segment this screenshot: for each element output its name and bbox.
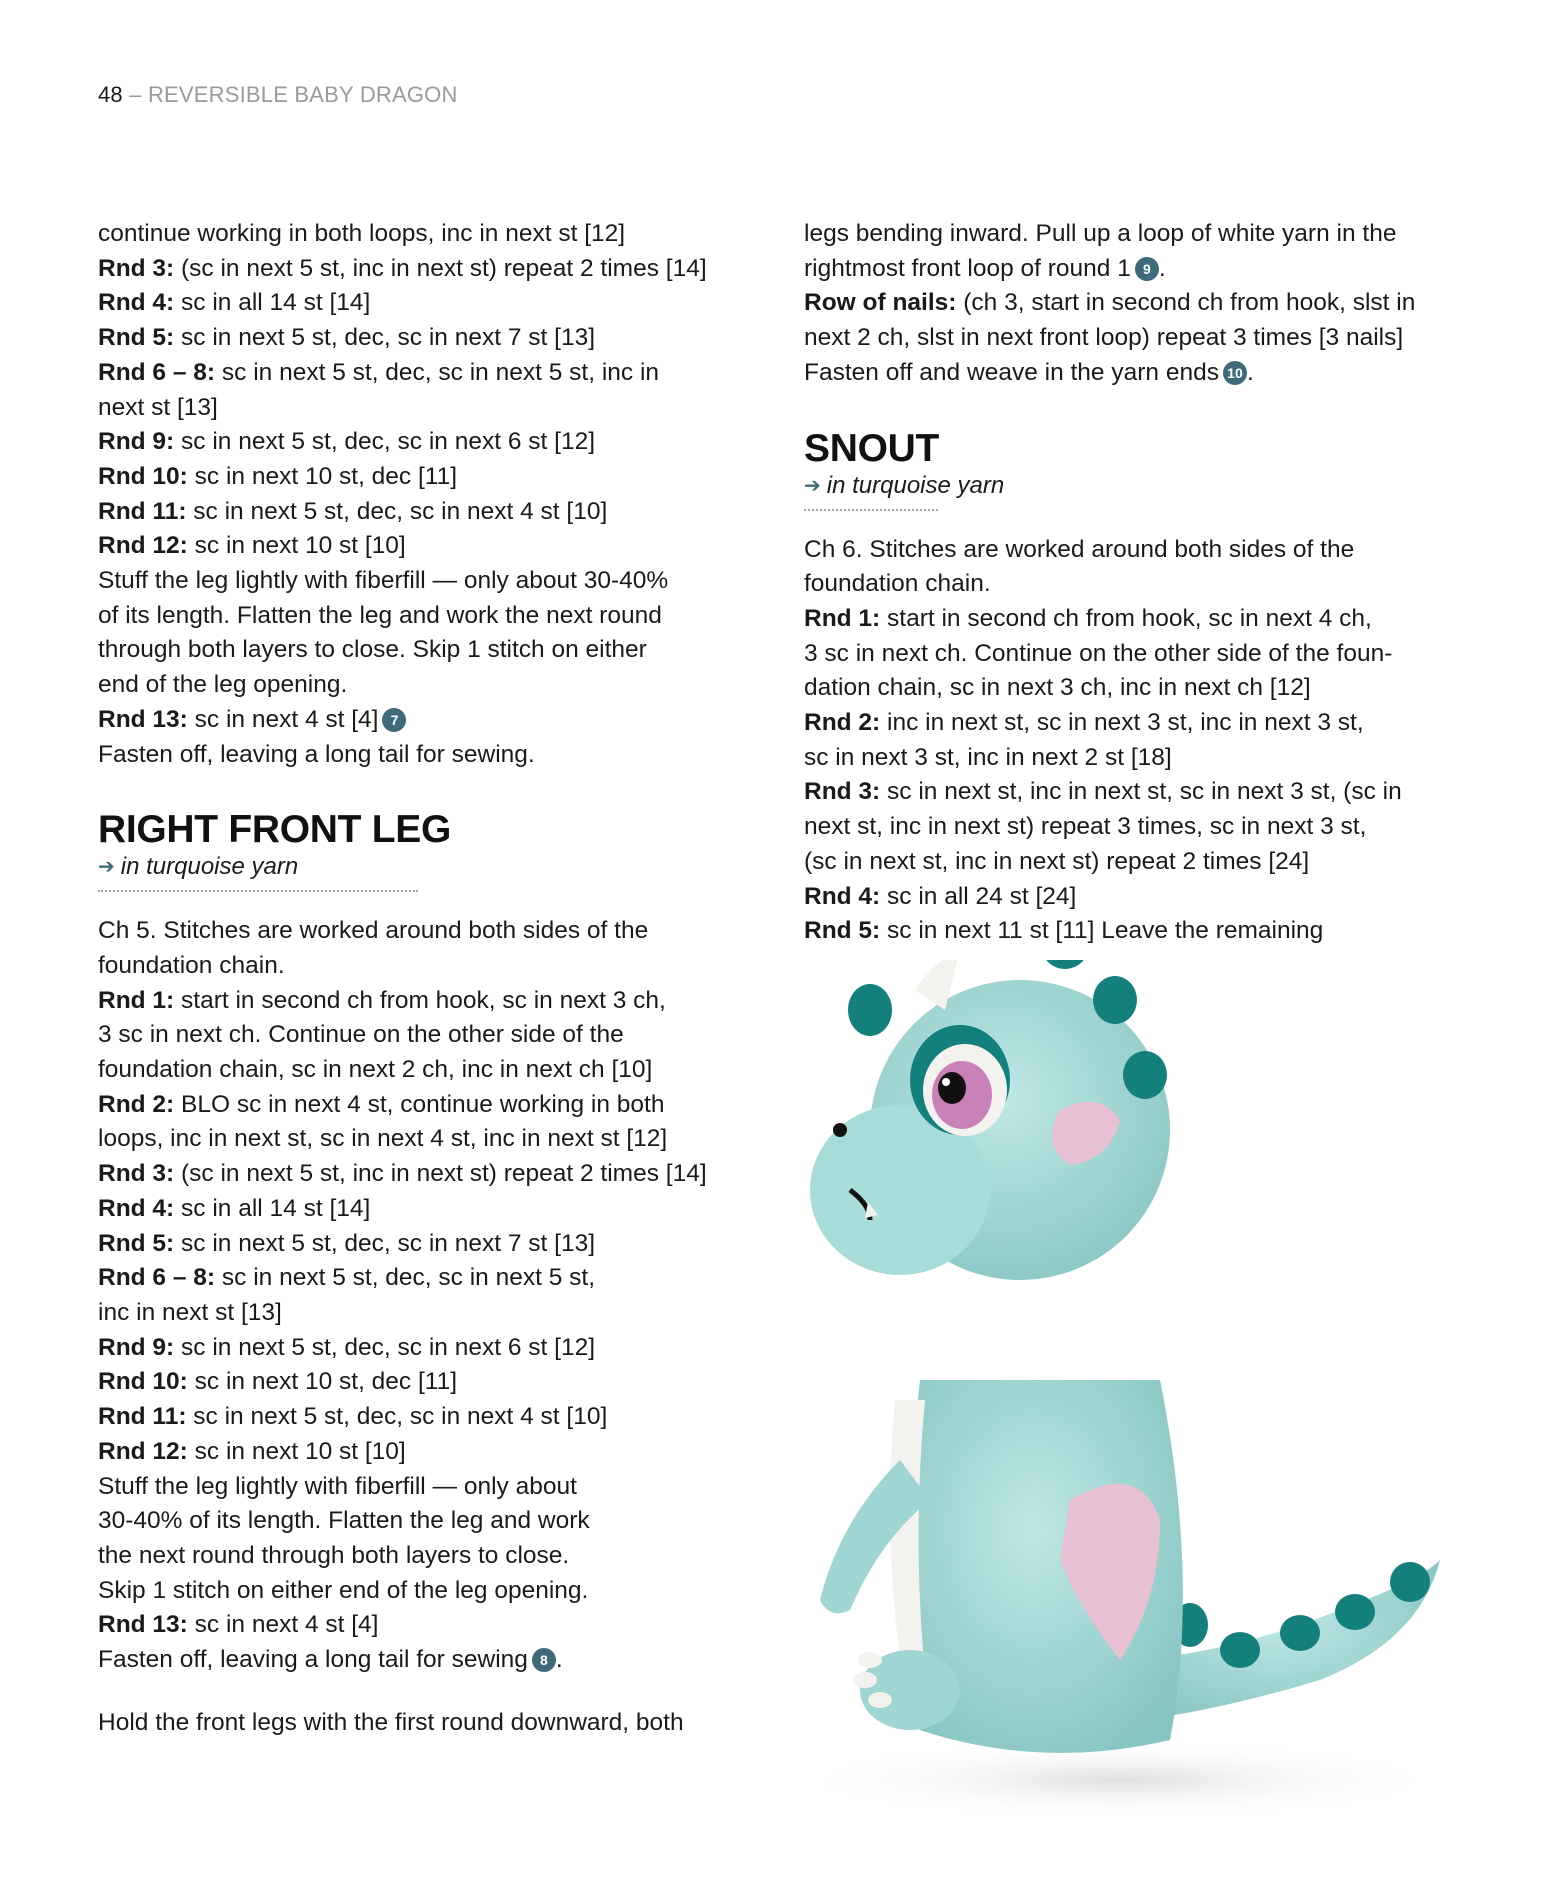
instruction-line [98, 321, 738, 356]
instruction-line [804, 252, 1464, 287]
round-label: Rnd 11: [98, 497, 187, 525]
section-subtitle [804, 471, 1464, 501]
round-label: Rnd 13: [98, 1611, 188, 1639]
instruction-text: rightmost front loop of round 1 [804, 254, 1131, 282]
instruction-line [98, 949, 738, 984]
instruction-line [804, 567, 1464, 602]
dotted-divider [98, 882, 418, 892]
instruction-text: sc in next 5 st, dec, sc in next 6 st [12] [174, 1333, 596, 1361]
instruction-line [804, 602, 1464, 637]
round-label: Rnd 6 – 8: [98, 1264, 216, 1292]
instruction-line [98, 252, 738, 287]
instruction-text: 3 sc in next ch. Continue on the other side of the foun- [804, 639, 1393, 667]
round-label: Rnd 2: [98, 1090, 175, 1118]
instruction-line [98, 529, 738, 564]
trailing-punctuation: . [1158, 254, 1166, 282]
instruction-line [804, 321, 1464, 356]
instruction-text: next 2 ch, slst in next front loop) repeat 3 times [3 nails] [804, 324, 1404, 352]
instruction-line [98, 1435, 738, 1470]
instruction-line [98, 1504, 738, 1539]
step-badge: 10 [1223, 361, 1247, 385]
instruction-text: Fasten off and weave in the yarn ends [804, 358, 1219, 386]
header-separator: – [122, 82, 148, 107]
instruction-text: start in second ch from hook, sc in next 4 ch, [880, 604, 1372, 632]
arrow-icon: ➔ [804, 474, 821, 497]
instruction-text: Stuff the leg lightly with fiberfill — only about 30-40% [98, 567, 669, 595]
round-label: Rnd 5: [98, 324, 175, 352]
round-label: Rnd 13: [98, 705, 188, 733]
instruction-text: sc in next 10 st, dec [11] [187, 1368, 458, 1396]
floor-shadow [790, 1740, 1450, 1820]
snout-section [804, 427, 1464, 949]
instruction-text: Skip 1 stitch on either end of the leg opening. [98, 1576, 589, 1604]
round-label: Rnd 2: [804, 709, 881, 737]
instruction-line [804, 671, 1464, 706]
instruction-line [98, 217, 738, 252]
instruction-line [98, 1227, 738, 1262]
instruction-text: sc in next 5 st, dec, sc in next 4 st [10] [186, 497, 608, 525]
instruction-line [98, 633, 738, 668]
instruction-text: sc in next 5 st, dec, sc in next 7 st [13] [174, 324, 596, 352]
step-badge: 8 [532, 1648, 556, 1672]
instruction-line [98, 1053, 738, 1088]
instruction-line [804, 810, 1464, 845]
section-title-right-front-leg: RIGHT FRONT LEG [98, 808, 451, 852]
dotted-divider [804, 501, 938, 511]
instruction-line [98, 1192, 738, 1227]
instruction-text: BLO sc in next 4 st, continue working in both [174, 1090, 665, 1118]
instruction-line [98, 668, 738, 703]
instruction-text: the next round through both layers to close. [98, 1541, 570, 1569]
round-label: Rnd 12: [98, 532, 188, 560]
instruction-text: Fasten off, leaving a long tail for sewing [98, 1646, 528, 1674]
instruction-line [98, 599, 738, 634]
instruction-line [98, 1608, 738, 1643]
snout-instructions [804, 533, 1464, 949]
instruction-text: dation chain, sc in next 3 ch, inc in next ch [12] [804, 674, 1311, 702]
dragon-photo [720, 960, 1520, 1840]
instruction-line [804, 706, 1464, 741]
round-label: Rnd 12: [98, 1437, 188, 1465]
closing-line: Hold the front legs with the first round downward, both [98, 1708, 684, 1736]
instruction-text: Ch 5. Stitches are worked around both sides of the [98, 917, 649, 945]
instruction-text: (sc in next 5 st, inc in next st) repeat 2 times [14] [174, 1160, 707, 1188]
instruction-text: sc in next 10 st, dec [11] [187, 462, 458, 490]
instruction-line [98, 495, 738, 530]
instruction-text: end of the leg opening. [98, 671, 348, 699]
instruction-line [98, 914, 738, 949]
instruction-text: sc in next st, inc in next st, sc in next 3 st, (sc in [880, 778, 1402, 806]
instruction-text: legs bending inward. Pull up a loop of white yarn in the [804, 220, 1397, 247]
right-top-lines [804, 217, 1464, 391]
instruction-line [98, 1088, 738, 1123]
round-label: Rnd 1: [804, 604, 881, 632]
instruction-line [804, 845, 1464, 880]
instruction-text: start in second ch from hook, sc in next 3 ch, [174, 986, 666, 1014]
round-label: Rnd 3: [98, 1160, 175, 1188]
instruction-text: Fasten off, leaving a long tail for sewing. [98, 740, 535, 768]
arrow-icon: ➔ [98, 856, 115, 879]
trailing-punctuation: . [1246, 358, 1254, 386]
instruction-line [98, 738, 738, 773]
instruction-text: (sc in next st, inc in next st) repeat 2 times [24] [804, 847, 1310, 875]
round-label: Rnd 4: [98, 289, 175, 317]
instruction-line [98, 391, 738, 426]
instruction-line [98, 564, 738, 599]
round-label: Rnd 11: [98, 1403, 187, 1431]
instruction-line [804, 637, 1464, 672]
round-label: Rnd 5: [804, 917, 881, 945]
instruction-line [98, 1365, 738, 1400]
instruction-line [98, 1400, 738, 1435]
running-title: REVERSIBLE BABY DRAGON [147, 82, 458, 107]
instruction-text: sc in next 10 st [10] [187, 532, 406, 560]
instruction-text: sc in next 5 st, dec, sc in next 5 st, [215, 1264, 596, 1292]
instruction-line [98, 1331, 738, 1366]
instruction-text: sc in next 10 st [10] [187, 1437, 406, 1465]
instruction-line [98, 1643, 738, 1678]
round-label: Rnd 5: [98, 1229, 175, 1257]
instruction-text: sc in next 4 st [4] [187, 1611, 379, 1639]
instruction-text: sc in all 14 st [14] [174, 289, 371, 317]
instruction-line [804, 533, 1464, 568]
page-header [98, 82, 458, 108]
instruction-text: sc in next 5 st, dec, sc in next 6 st [12] [174, 428, 596, 456]
round-label: Row of nails: [804, 289, 957, 317]
instruction-line [98, 1296, 738, 1331]
instruction-text: inc in next st, sc in next 3 st, inc in next 3 st, [880, 709, 1364, 737]
instruction-line [98, 1122, 738, 1157]
instruction-text: sc in next 5 st, dec, sc in next 5 st, inc in [215, 358, 660, 386]
step-badge: 7 [382, 708, 406, 732]
instruction-text: foundation chain. [98, 951, 285, 979]
right-column [804, 217, 1464, 949]
instruction-line [98, 286, 738, 321]
instruction-text: (sc in next 5 st, inc in next st) repeat 2 times [14] [174, 254, 707, 282]
instruction-line [804, 775, 1464, 810]
instruction-text: Ch 6. Stitches are worked around both sides of the [804, 535, 1355, 563]
instruction-line [98, 356, 738, 391]
page-number: 48 [98, 82, 123, 107]
left-column [98, 217, 738, 1740]
instruction-line [98, 703, 738, 738]
round-label: Rnd 10: [98, 462, 188, 490]
instruction-text: sc in next 5 st, dec, sc in next 7 st [13] [174, 1229, 596, 1257]
instruction-text: foundation chain, sc in next 2 ch, inc in next ch [10] [98, 1056, 653, 1084]
instruction-text: next st [13] [98, 393, 218, 421]
instruction-line [98, 1539, 738, 1574]
instruction-text: continue working in both loops, inc in next st [12] [98, 220, 626, 247]
instruction-text: inc in next st [13] [98, 1298, 282, 1326]
instruction-text: 3 sc in next ch. Continue on the other side of the [98, 1021, 624, 1049]
round-label: Rnd 9: [98, 1333, 175, 1361]
instruction-line [98, 460, 738, 495]
instruction-line [98, 984, 738, 1019]
round-label: Rnd 9: [98, 428, 175, 456]
instruction-text: sc in all 14 st [14] [174, 1194, 371, 1222]
instruction-text: sc in next 3 st, inc in next 2 st [18] [804, 743, 1172, 771]
trailing-punctuation: . [555, 1646, 563, 1674]
instruction-line [98, 1018, 738, 1053]
instruction-text: (ch 3, start in second ch from hook, slst in [956, 289, 1416, 317]
instruction-text: sc in next 4 st [4] [187, 705, 379, 733]
instruction-text: loops, inc in next st, sc in next 4 st, inc in next st [12] [98, 1125, 668, 1153]
instruction-text: sc in next 5 st, dec, sc in next 4 st [10] [186, 1403, 608, 1431]
right-front-leg-section [98, 808, 738, 1740]
instruction-line [804, 286, 1464, 321]
dragon-nostril [833, 1123, 847, 1137]
instruction-text: through both layers to close. Skip 1 stitch on either [98, 636, 647, 664]
instruction-text: sc in next 11 st [11] Leave the remaining [880, 917, 1324, 945]
instruction-text: of its length. Flatten the leg and work the next round [98, 601, 662, 629]
section-subtitle [98, 852, 738, 882]
instruction-text: 30-40% of its length. Flatten the leg and work [98, 1507, 590, 1535]
instruction-line [804, 914, 1464, 949]
instruction-text: Stuff the leg lightly with fiberfill — only about [98, 1472, 577, 1500]
round-label: Rnd 6 – 8: [98, 358, 216, 386]
round-label: Rnd 3: [98, 254, 175, 282]
instruction-line [98, 1157, 738, 1192]
instruction-text: sc in all 24 st [24] [880, 882, 1077, 910]
instruction-line [804, 356, 1464, 391]
instruction-line [804, 741, 1464, 776]
instruction-line [98, 1574, 738, 1609]
step-badge: 9 [1135, 257, 1159, 281]
round-label: Rnd 4: [98, 1194, 175, 1222]
section-title-snout: SNOUT [804, 426, 940, 470]
instruction-text: foundation chain. [804, 570, 991, 598]
round-label: Rnd 10: [98, 1368, 188, 1396]
round-label: Rnd 1: [98, 986, 175, 1014]
instruction-text: next st, inc in next st) repeat 3 times, sc in next 3 st, [804, 813, 1367, 841]
instruction-line [98, 425, 738, 460]
round-label: Rnd 3: [804, 778, 881, 806]
instruction-line [98, 1261, 738, 1296]
instruction-line [98, 1470, 738, 1505]
yarn-note: in turquoise yarn [826, 471, 1005, 499]
round-label: Rnd 4: [804, 882, 881, 910]
left-top-lines [98, 217, 738, 772]
leg-instructions [98, 914, 738, 1677]
yarn-note: in turquoise yarn [120, 853, 299, 881]
instruction-line [804, 880, 1464, 915]
instruction-line [804, 217, 1464, 252]
